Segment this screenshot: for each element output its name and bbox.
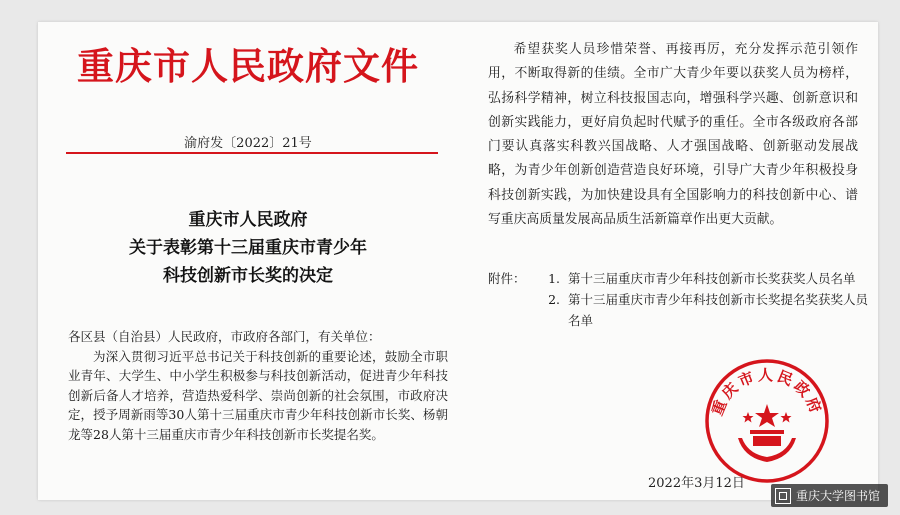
decision-title — [38, 206, 458, 290]
attachments-list — [488, 268, 868, 331]
title-line-2: 关于表彰第十三届重庆市青少年 — [129, 238, 367, 258]
attachment-number: 2. — [548, 292, 560, 307]
document-number: 渝府发〔2022〕21号 — [184, 136, 312, 151]
document-page — [38, 22, 878, 500]
attachment-item — [488, 289, 868, 331]
left-page — [38, 22, 458, 500]
watermark-text: 重庆大学图书馆 — [795, 489, 880, 503]
seal-text: 重庆市人民政府 — [708, 366, 826, 419]
library-watermark — [771, 484, 888, 507]
body-paragraph-1: 为深入贯彻习近平总书记关于科技创新的重要论述，鼓励全市职业青年、大学生、中小学生积极参与科技创新活动，促进青少年科技创新后备人才培养，营造热爱科学、崇尚创新的社会氛围，市政府决定，授予周新雨等30人第十三届重庆市青少年科技创新市长奖、杨朝龙等28人第十三届重庆市青少年科技创新市长奖提名奖。 — [68, 348, 448, 442]
addressee: 各区县（自治县）人民政府，市政府各部门，有关单位： — [68, 329, 381, 344]
body-text-right — [488, 38, 858, 232]
attachment-text: 第十三届重庆市青少年科技创新市长奖提名奖获奖人员名单 — [568, 292, 869, 328]
title-line-3: 科技创新市长奖的决定 — [163, 266, 333, 286]
attachments-label: 附件： — [488, 271, 526, 286]
attachment-text: 第十三届重庆市青少年科技创新市长奖获奖人员名单 — [568, 271, 856, 286]
attachment-item — [488, 268, 868, 289]
red-divider-line — [66, 152, 438, 154]
document-header-title: 重庆市人民政府文件 — [77, 45, 419, 88]
library-logo-icon — [775, 488, 791, 504]
attachment-number: 1. — [548, 271, 560, 286]
title-line-1: 重庆市人民政府 — [188, 210, 308, 230]
body-text-left — [68, 327, 448, 445]
body-paragraph-2: 希望获奖人员珍惜荣誉、再接再厉，充分发挥示范引领作用，不断取得新的佳绩。全市广大青少年要以获奖人员为榜样，弘扬科学精神，树立科技报国志向，增强科学兴趣、创新意识和创新实践能力，更好肩负起时代赋予的重任。全市各级政府各部门要认真落实科教兴国战略、人才强国战略、创新驱动发展战略，为青少年创新创造营造良好环境，引导广大青少年积极投身科技创新实践，为加快建设具有全国影响力的科技创新中心、谱写重庆高质量发展高品质生活新篇章作出更大贡献。 — [488, 42, 858, 228]
signature-date: 2022年3月12日 — [648, 476, 745, 491]
right-page — [458, 22, 878, 500]
official-seal-icon — [704, 358, 830, 484]
